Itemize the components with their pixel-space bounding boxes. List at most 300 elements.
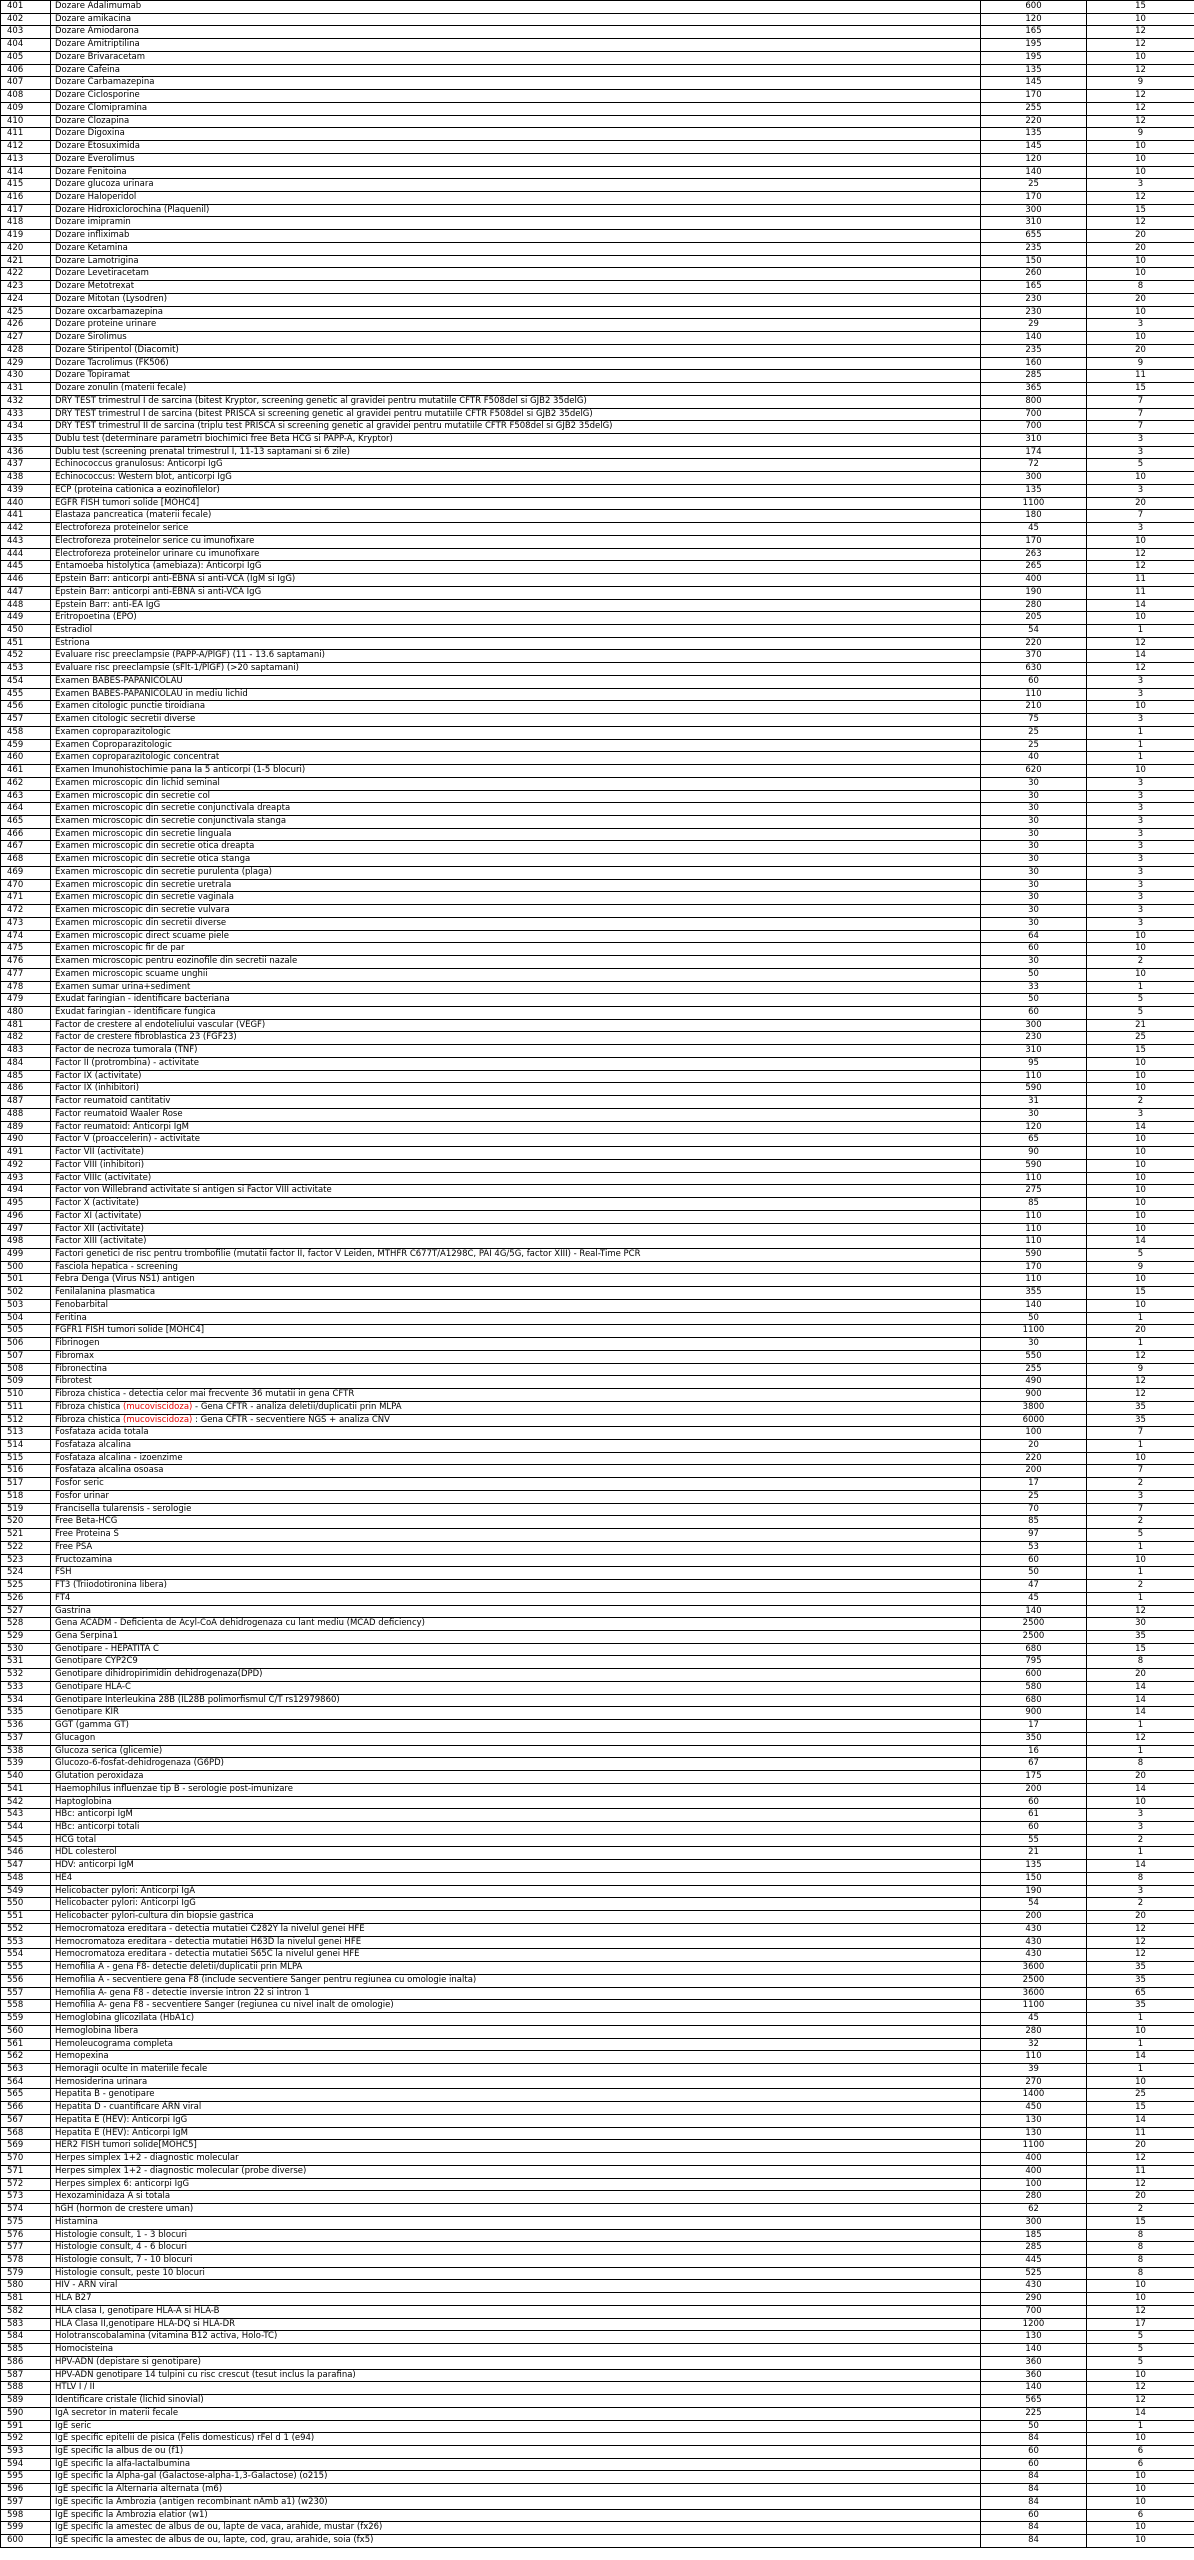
turnaround-days: 10 xyxy=(1087,268,1194,281)
row-number: 566 xyxy=(1,2102,51,2115)
price-value: 170 xyxy=(981,192,1087,205)
price-value: 25 xyxy=(981,1490,1087,1503)
price-value: 30 xyxy=(981,879,1087,892)
analysis-name: Dozare Amitriptilina xyxy=(51,39,981,52)
row-number: 416 xyxy=(1,192,51,205)
table-row xyxy=(1,2522,1194,2535)
turnaround-days: 12 xyxy=(1087,2178,1194,2191)
price-value: 45 xyxy=(981,523,1087,536)
analysis-name: Factor reumatoid: Anticorpi IgM xyxy=(51,1121,981,1134)
analysis-name: Dozare Topiramat xyxy=(51,370,981,383)
price-value: 170 xyxy=(981,535,1087,548)
turnaround-days: 9 xyxy=(1087,77,1194,90)
analysis-name: Factor IX (activitate) xyxy=(51,1070,981,1083)
turnaround-days: 14 xyxy=(1087,2407,1194,2420)
turnaround-days: 10 xyxy=(1087,255,1194,268)
row-number: 485 xyxy=(1,1070,51,1083)
row-number: 493 xyxy=(1,1172,51,1185)
turnaround-days: 10 xyxy=(1087,943,1194,956)
row-number: 477 xyxy=(1,968,51,981)
price-value: 30 xyxy=(981,905,1087,918)
row-number: 476 xyxy=(1,956,51,969)
row-number: 512 xyxy=(1,1414,51,1427)
table-row xyxy=(1,1299,1194,1312)
analysis-name: Estriona xyxy=(51,637,981,650)
row-number: 576 xyxy=(1,2229,51,2242)
row-number: 439 xyxy=(1,484,51,497)
analysis-name: Hemofilia A - secventiere gena F8 (include secventiere Sanger pentru regiunea cu omologie inalta) xyxy=(51,1974,981,1987)
price-value: 84 xyxy=(981,2471,1087,2484)
price-value: 310 xyxy=(981,217,1087,230)
analysis-name: Examen microscopic din secretie otica stanga xyxy=(51,854,981,867)
analysis-name: Fosfor urinar xyxy=(51,1490,981,1503)
price-value: 97 xyxy=(981,1529,1087,1542)
table-row xyxy=(1,2216,1194,2229)
row-number: 600 xyxy=(1,2535,51,2548)
analysis-name: HLA B27 xyxy=(51,2293,981,2306)
turnaround-days: 5 xyxy=(1087,1248,1194,1261)
row-number: 571 xyxy=(1,2165,51,2178)
row-number: 590 xyxy=(1,2407,51,2420)
price-value: 30 xyxy=(981,1108,1087,1121)
price-value: 72 xyxy=(981,459,1087,472)
analysis-name: Factori genetici de risc pentru trombofilie (mutatii factor II, factor V Leiden, MTHFR C677T/A1298C, PAI 4G/5G, factor XIII) - Real-Time PCR xyxy=(51,1248,981,1261)
analysis-name: Factor X (activitate) xyxy=(51,1198,981,1211)
price-value: 205 xyxy=(981,612,1087,625)
analysis-name: Examen microscopic din secretii diverse xyxy=(51,917,981,930)
table-row xyxy=(1,752,1194,765)
row-number: 551 xyxy=(1,1911,51,1924)
turnaround-days: 1 xyxy=(1087,1847,1194,1860)
table-row xyxy=(1,1885,1194,1898)
row-number: 484 xyxy=(1,1057,51,1070)
turnaround-days: 8 xyxy=(1087,1758,1194,1771)
analysis-name: Gena Serpina1 xyxy=(51,1631,981,1644)
table-row xyxy=(1,1070,1194,1083)
table-row xyxy=(1,1134,1194,1147)
price-value: 195 xyxy=(981,51,1087,64)
row-number: 521 xyxy=(1,1529,51,1542)
row-number: 464 xyxy=(1,803,51,816)
table-row xyxy=(1,2063,1194,2076)
row-number: 468 xyxy=(1,854,51,867)
turnaround-days: 10 xyxy=(1087,2496,1194,2509)
analysis-name: Examen microscopic din secretie vaginala xyxy=(51,892,981,905)
analysis-name: Hemocromatoza ereditara - detectia mutatiei C282Y la nivelul genei HFE xyxy=(51,1923,981,1936)
price-value: 30 xyxy=(981,892,1087,905)
turnaround-days: 10 xyxy=(1087,332,1194,345)
analysis-name: Factor de crestere al endoteliului vascular (VEGF) xyxy=(51,1019,981,1032)
price-value: 235 xyxy=(981,242,1087,255)
turnaround-days: 35 xyxy=(1087,2000,1194,2013)
row-number: 508 xyxy=(1,1363,51,1376)
table-row xyxy=(1,281,1194,294)
table-row xyxy=(1,1898,1194,1911)
table-row xyxy=(1,2471,1194,2484)
turnaround-days: 12 xyxy=(1087,217,1194,230)
row-number: 502 xyxy=(1,1287,51,1300)
row-number: 440 xyxy=(1,497,51,510)
price-value: 110 xyxy=(981,1274,1087,1287)
analysis-name: Examen BABES-PAPANICOLAU xyxy=(51,675,981,688)
price-value: 700 xyxy=(981,2305,1087,2318)
row-number: 472 xyxy=(1,905,51,918)
analysis-name: Dozare glucoza urinara xyxy=(51,179,981,192)
analysis-name: HCG total xyxy=(51,1834,981,1847)
row-number: 467 xyxy=(1,841,51,854)
price-value: 145 xyxy=(981,141,1087,154)
analysis-name: Fibronectina xyxy=(51,1363,981,1376)
row-number: 539 xyxy=(1,1758,51,1771)
table-row xyxy=(1,1872,1194,1885)
analysis-name: Hemoglobina glicozilata (HbA1c) xyxy=(51,2013,981,2026)
analysis-name: HLA clasa I, genotipare HLA-A si HLA-B xyxy=(51,2305,981,2318)
turnaround-days: 20 xyxy=(1087,344,1194,357)
analysis-name: Dozare Clozapina xyxy=(51,115,981,128)
turnaround-days: 1 xyxy=(1087,2420,1194,2433)
table-row xyxy=(1,637,1194,650)
analysis-name: IgE specific epitelii de pisica (Felis domesticus) rFel d 1 (e94) xyxy=(51,2433,981,2446)
analysis-name: Genotipare Interleukina 28B (IL28B polimorfismul C/T rs12979860) xyxy=(51,1694,981,1707)
turnaround-days: 10 xyxy=(1087,1796,1194,1809)
price-value: 32 xyxy=(981,2038,1087,2051)
price-value: 1100 xyxy=(981,1325,1087,1338)
row-number: 458 xyxy=(1,726,51,739)
row-number: 567 xyxy=(1,2114,51,2127)
table-row xyxy=(1,650,1194,663)
table-row xyxy=(1,739,1194,752)
table-row xyxy=(1,2051,1194,2064)
analysis-name: FT3 (Triiodotironina libera) xyxy=(51,1580,981,1593)
analysis-name: Free Proteina S xyxy=(51,1529,981,1542)
row-number: 591 xyxy=(1,2420,51,2433)
row-number: 486 xyxy=(1,1083,51,1096)
price-value: 25 xyxy=(981,179,1087,192)
turnaround-days: 10 xyxy=(1087,2535,1194,2548)
row-number: 554 xyxy=(1,1949,51,1962)
turnaround-days: 35 xyxy=(1087,1401,1194,1414)
table-row xyxy=(1,2433,1194,2446)
table-row xyxy=(1,624,1194,637)
table-row xyxy=(1,1223,1194,1236)
table-row xyxy=(1,1427,1194,1440)
table-row xyxy=(1,344,1194,357)
analysis-name: Factor reumatoid Waaler Rose xyxy=(51,1108,981,1121)
analysis-name: Fosfataza alcalina osoasa xyxy=(51,1465,981,1478)
table-row xyxy=(1,2509,1194,2522)
price-value: 600 xyxy=(981,1669,1087,1682)
turnaround-days: 12 xyxy=(1087,1389,1194,1402)
price-value: 60 xyxy=(981,943,1087,956)
analysis-name: Examen microscopic scuame unghii xyxy=(51,968,981,981)
price-value: 61 xyxy=(981,1809,1087,1822)
price-value: 100 xyxy=(981,2178,1087,2191)
turnaround-days: 10 xyxy=(1087,2280,1194,2293)
row-number: 506 xyxy=(1,1338,51,1351)
row-number: 417 xyxy=(1,204,51,217)
price-value: 255 xyxy=(981,1363,1087,1376)
turnaround-days: 10 xyxy=(1087,930,1194,943)
turnaround-days: 14 xyxy=(1087,1121,1194,1134)
analysis-name: Factor de necroza tumorala (TNF) xyxy=(51,1045,981,1058)
price-value: 30 xyxy=(981,841,1087,854)
analysis-name: Examen microscopic din secretie col xyxy=(51,790,981,803)
analysis-name: Dozare Adalimumab xyxy=(51,1,981,14)
row-number: 496 xyxy=(1,1210,51,1223)
row-number: 473 xyxy=(1,917,51,930)
turnaround-days: 20 xyxy=(1087,293,1194,306)
row-number: 479 xyxy=(1,994,51,1007)
analysis-name: Entamoeba histolytica (amebiaza): Anticorpi IgG xyxy=(51,561,981,574)
table-row xyxy=(1,2242,1194,2255)
table-row xyxy=(1,1185,1194,1198)
table-row xyxy=(1,701,1194,714)
table-row xyxy=(1,854,1194,867)
row-number: 413 xyxy=(1,153,51,166)
row-number: 538 xyxy=(1,1745,51,1758)
row-number: 475 xyxy=(1,943,51,956)
analysis-name: Dozare infliximab xyxy=(51,230,981,243)
analysis-name: HDL colesterol xyxy=(51,1847,981,1860)
analysis-name: Dozare Etosuximida xyxy=(51,141,981,154)
analysis-name: Examen BABES-PAPANICOLAU in mediu lichid xyxy=(51,688,981,701)
row-number: 530 xyxy=(1,1643,51,1656)
price-value: 110 xyxy=(981,688,1087,701)
turnaround-days: 25 xyxy=(1087,1032,1194,1045)
table-row xyxy=(1,1338,1194,1351)
price-value: 85 xyxy=(981,1516,1087,1529)
table-row xyxy=(1,1121,1194,1134)
analysis-name: Factor reumatoid cantitativ xyxy=(51,1096,981,1109)
analysis-name: GGT (gamma GT) xyxy=(51,1720,981,1733)
turnaround-days: 14 xyxy=(1087,1681,1194,1694)
price-value: 280 xyxy=(981,2191,1087,2204)
analysis-name: IgE specific la Alternaria alternata (m6) xyxy=(51,2484,981,2497)
row-number: 509 xyxy=(1,1376,51,1389)
table-row xyxy=(1,1452,1194,1465)
price-value: 365 xyxy=(981,383,1087,396)
turnaround-days: 10 xyxy=(1087,1159,1194,1172)
row-number: 541 xyxy=(1,1783,51,1796)
analysis-name: Fibrotest xyxy=(51,1376,981,1389)
row-number: 546 xyxy=(1,1847,51,1860)
price-value: 680 xyxy=(981,1694,1087,1707)
turnaround-days: 1 xyxy=(1087,752,1194,765)
price-value: 630 xyxy=(981,663,1087,676)
turnaround-days: 1 xyxy=(1087,726,1194,739)
analysis-name: Examen microscopic din secretie purulenta (plaga) xyxy=(51,866,981,879)
turnaround-days: 35 xyxy=(1087,1414,1194,1427)
price-value: 590 xyxy=(981,1159,1087,1172)
row-number: 401 xyxy=(1,1,51,14)
analysis-name: Histologie consult, 1 - 3 blocuri xyxy=(51,2229,981,2242)
turnaround-days: 10 xyxy=(1087,1172,1194,1185)
analysis-name: Fosfor seric xyxy=(51,1478,981,1491)
table-row xyxy=(1,1936,1194,1949)
analysis-name: Fibroza chistica - detectia celor mai frecvente 36 mutatii in gena CFTR xyxy=(51,1389,981,1402)
price-value: 140 xyxy=(981,1605,1087,1618)
turnaround-days: 17 xyxy=(1087,2318,1194,2331)
table-row xyxy=(1,2267,1194,2280)
price-value: 525 xyxy=(981,2267,1087,2280)
row-number: 415 xyxy=(1,179,51,192)
row-number: 422 xyxy=(1,268,51,281)
table-row xyxy=(1,981,1194,994)
price-value: 30 xyxy=(981,790,1087,803)
row-number: 531 xyxy=(1,1656,51,1669)
price-value: 270 xyxy=(981,2076,1087,2089)
turnaround-days: 3 xyxy=(1087,179,1194,192)
table-row xyxy=(1,1350,1194,1363)
turnaround-days: 20 xyxy=(1087,1325,1194,1338)
analysis-name: Fosfataza acida totala xyxy=(51,1427,981,1440)
table-row xyxy=(1,115,1194,128)
price-value: 3800 xyxy=(981,1401,1087,1414)
price-value: 165 xyxy=(981,281,1087,294)
row-number: 425 xyxy=(1,306,51,319)
analysis-name: Factor XII (activitate) xyxy=(51,1223,981,1236)
row-number: 517 xyxy=(1,1478,51,1491)
analysis-name: Hepatita E (HEV): Anticorpi IgG xyxy=(51,2114,981,2127)
analysis-name: HIV - ARN viral xyxy=(51,2280,981,2293)
row-number: 598 xyxy=(1,2509,51,2522)
row-number: 564 xyxy=(1,2076,51,2089)
turnaround-days: 14 xyxy=(1087,599,1194,612)
table-row xyxy=(1,548,1194,561)
turnaround-days: 10 xyxy=(1087,1057,1194,1070)
row-number: 427 xyxy=(1,332,51,345)
price-value: 430 xyxy=(981,1923,1087,1936)
table-row xyxy=(1,433,1194,446)
price-value: 225 xyxy=(981,2407,1087,2420)
turnaround-days: 1 xyxy=(1087,624,1194,637)
table-row xyxy=(1,2395,1194,2408)
row-number: 552 xyxy=(1,1923,51,1936)
row-number: 511 xyxy=(1,1401,51,1414)
turnaround-days: 12 xyxy=(1087,2153,1194,2166)
analysis-name: Dozare imipramin xyxy=(51,217,981,230)
table-row xyxy=(1,1847,1194,1860)
turnaround-days: 10 xyxy=(1087,765,1194,778)
table-row xyxy=(1,1732,1194,1745)
row-number: 510 xyxy=(1,1389,51,1402)
row-number: 516 xyxy=(1,1465,51,1478)
price-value: 50 xyxy=(981,994,1087,1007)
price-value: 135 xyxy=(981,128,1087,141)
turnaround-days: 1 xyxy=(1087,739,1194,752)
row-number: 430 xyxy=(1,370,51,383)
price-value: 120 xyxy=(981,1121,1087,1134)
table-row xyxy=(1,1669,1194,1682)
price-value: 50 xyxy=(981,1312,1087,1325)
price-value: 135 xyxy=(981,484,1087,497)
price-value: 120 xyxy=(981,13,1087,26)
price-value: 430 xyxy=(981,2280,1087,2293)
analysis-name: Examen microscopic din lichid seminal xyxy=(51,777,981,790)
table-row xyxy=(1,268,1194,281)
turnaround-days: 15 xyxy=(1087,204,1194,217)
price-value: 84 xyxy=(981,2496,1087,2509)
table-row xyxy=(1,2191,1194,2204)
turnaround-days: 20 xyxy=(1087,230,1194,243)
turnaround-days: 1 xyxy=(1087,1592,1194,1605)
table-row xyxy=(1,395,1194,408)
row-number: 550 xyxy=(1,1898,51,1911)
row-number: 572 xyxy=(1,2178,51,2191)
row-number: 563 xyxy=(1,2063,51,2076)
analysis-name: Exudat faringian - identificare fungica xyxy=(51,1007,981,1020)
price-value: 20 xyxy=(981,1439,1087,1452)
price-value: 190 xyxy=(981,1885,1087,1898)
analysis-name: Eritropoetina (EPO) xyxy=(51,612,981,625)
analysis-name: Dozare Metotrexat xyxy=(51,281,981,294)
analysis-name: DRY TEST trimestrul II de sarcina (triplu test PRISCA si screening genetic al gravidei pentru mutatiile CFTR F508del si GJB2 35delG) xyxy=(51,421,981,434)
analysis-name: Hemofilia A- gena F8 - secventiere Sanger (regiunea cu nivel inalt de omologie) xyxy=(51,2000,981,2013)
price-value: 30 xyxy=(981,816,1087,829)
table-row xyxy=(1,166,1194,179)
price-value: 230 xyxy=(981,1032,1087,1045)
analysis-name: FSH xyxy=(51,1567,981,1580)
turnaround-days: 14 xyxy=(1087,1783,1194,1796)
table-row xyxy=(1,2127,1194,2140)
table-row xyxy=(1,1758,1194,1771)
row-number: 424 xyxy=(1,293,51,306)
analysis-name: Gena ACADM - Deficienta de Acyl-CoA dehidrogenaza cu lant mediu (MCAD deficiency) xyxy=(51,1618,981,1631)
turnaround-days: 10 xyxy=(1087,153,1194,166)
table-row xyxy=(1,1987,1194,2000)
row-number: 448 xyxy=(1,599,51,612)
turnaround-days: 1 xyxy=(1087,1720,1194,1733)
row-number: 490 xyxy=(1,1134,51,1147)
table-row xyxy=(1,790,1194,803)
analysis-name: HBc: anticorpi IgM xyxy=(51,1809,981,1822)
turnaround-days: 12 xyxy=(1087,2382,1194,2395)
table-row xyxy=(1,1567,1194,1580)
price-value: 430 xyxy=(981,1949,1087,1962)
turnaround-days: 3 xyxy=(1087,917,1194,930)
row-number: 529 xyxy=(1,1631,51,1644)
row-number: 579 xyxy=(1,2267,51,2280)
row-number: 402 xyxy=(1,13,51,26)
price-value: 400 xyxy=(981,2153,1087,2166)
analysis-name: ECP (proteina cationica a eozinofilelor) xyxy=(51,484,981,497)
turnaround-days: 1 xyxy=(1087,1338,1194,1351)
turnaround-days: 15 xyxy=(1087,1643,1194,1656)
table-row xyxy=(1,828,1194,841)
analysis-name: Dozare Clomipramina xyxy=(51,102,981,115)
row-number: 463 xyxy=(1,790,51,803)
analysis-name: Genotipare HLA-C xyxy=(51,1681,981,1694)
price-value: 655 xyxy=(981,230,1087,243)
turnaround-days: 5 xyxy=(1087,2356,1194,2369)
row-number: 593 xyxy=(1,2446,51,2459)
table-row xyxy=(1,2165,1194,2178)
row-number: 407 xyxy=(1,77,51,90)
table-row xyxy=(1,255,1194,268)
row-number: 437 xyxy=(1,459,51,472)
row-number: 459 xyxy=(1,739,51,752)
table-row xyxy=(1,905,1194,918)
price-value: 280 xyxy=(981,2025,1087,2038)
price-value: 110 xyxy=(981,2051,1087,2064)
price-value: 55 xyxy=(981,1834,1087,1847)
row-number: 596 xyxy=(1,2484,51,2497)
turnaround-days: 3 xyxy=(1087,523,1194,536)
table-row xyxy=(1,1032,1194,1045)
analysis-name: Examen Imunohistochimie pana la 5 anticorpi (1-5 blocuri) xyxy=(51,765,981,778)
turnaround-days: 8 xyxy=(1087,2229,1194,2242)
analysis-name: Fosfataza alcalina - izoenzime xyxy=(51,1452,981,1465)
